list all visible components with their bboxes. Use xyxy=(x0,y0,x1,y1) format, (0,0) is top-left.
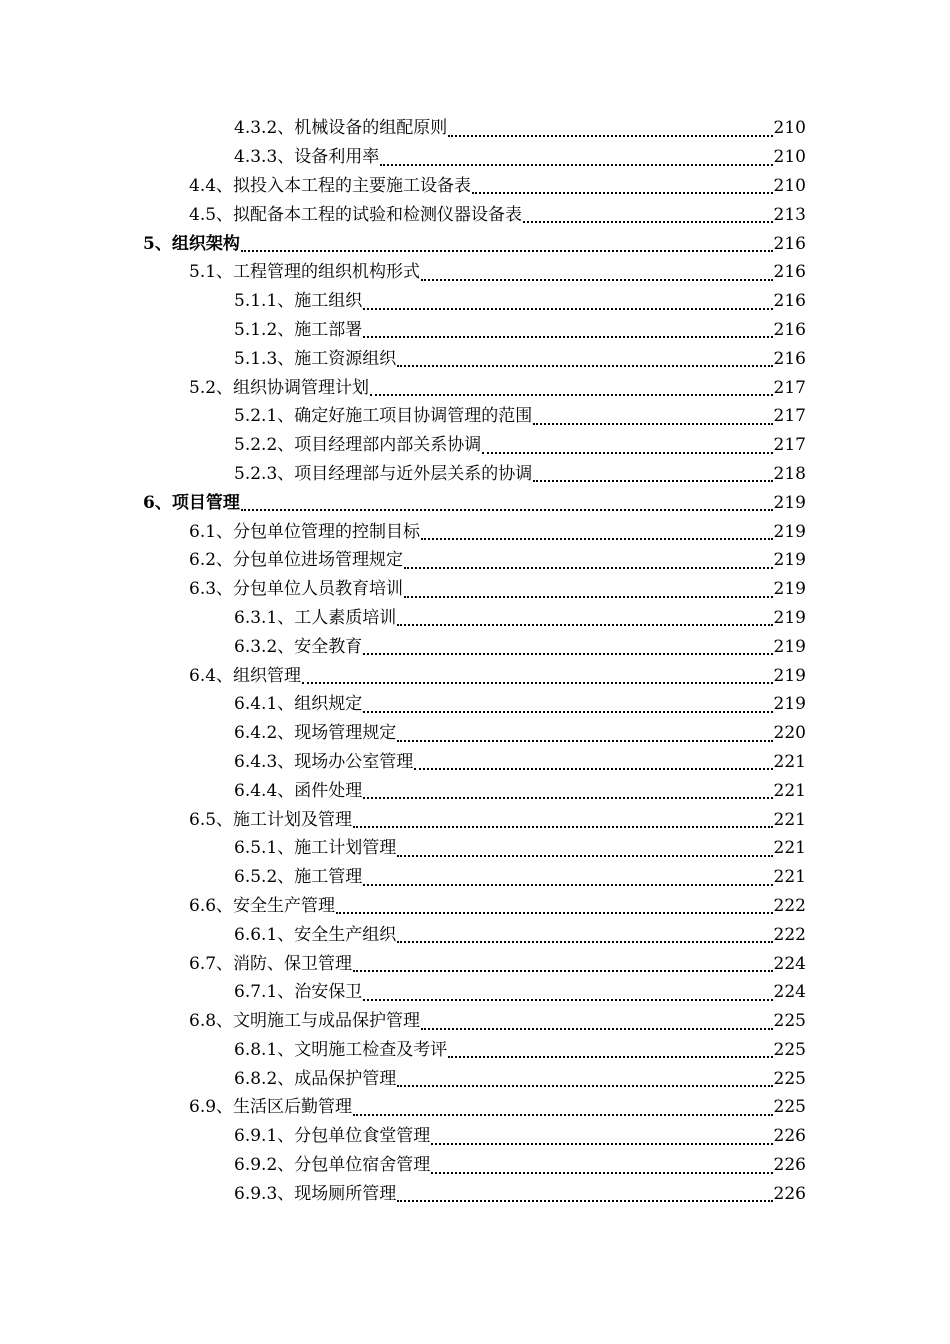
toc-entry-title: 6.4.2、现场管理规定 xyxy=(234,723,397,744)
toc-entry-page-number: 218 xyxy=(773,463,806,484)
toc-entry-title: 4.5、拟配备本工程的试验和检测仪器设备表 xyxy=(189,204,523,225)
toc-entry-page-number: 224 xyxy=(773,953,806,974)
toc-entry-title: 6.3、分包单位人员教育培训 xyxy=(189,579,404,600)
toc-entry[interactable] xyxy=(0,258,950,287)
toc-entry-page-number: 219 xyxy=(773,492,806,513)
toc-dot-leader xyxy=(523,220,773,223)
toc-entry-title: 5.1.1、施工组织 xyxy=(234,291,363,312)
toc-entry[interactable] xyxy=(0,1093,950,1122)
toc-entry-page-number: 219 xyxy=(773,636,806,657)
toc-dot-leader xyxy=(363,796,772,799)
toc-entry[interactable] xyxy=(0,661,950,690)
toc-entry[interactable] xyxy=(0,863,950,892)
toc-dot-leader xyxy=(363,307,772,310)
toc-entry[interactable] xyxy=(0,1007,950,1036)
toc-entry[interactable] xyxy=(0,287,950,316)
toc-entry-title: 6.1、分包单位管理的控制目标 xyxy=(189,521,421,542)
toc-entry-title: 5.1、工程管理的组织机构形式 xyxy=(189,262,421,283)
toc-dot-leader xyxy=(397,854,772,857)
toc-entry-title: 6.5、施工计划及管理 xyxy=(189,809,353,830)
toc-entry-page-number: 221 xyxy=(773,780,806,801)
toc-entry-title: 6.4.3、现场办公室管理 xyxy=(234,751,414,772)
toc-entry-page-number: 219 xyxy=(773,521,806,542)
toc-entry-page-number: 226 xyxy=(773,1126,806,1147)
toc-dot-leader xyxy=(397,1084,772,1087)
toc-entry-title: 5、组织架构 xyxy=(143,233,240,254)
toc-dot-leader xyxy=(448,134,772,137)
toc-dot-leader xyxy=(397,940,772,943)
toc-entry[interactable] xyxy=(0,143,950,172)
toc-dot-leader xyxy=(241,249,773,252)
table-of-contents xyxy=(0,114,950,1208)
toc-entry-page-number: 225 xyxy=(773,1039,806,1060)
toc-entry[interactable] xyxy=(0,229,950,258)
toc-entry-page-number: 219 xyxy=(773,694,806,715)
toc-entry[interactable] xyxy=(0,1036,950,1065)
toc-entry-title: 6.3.1、工人素质培训 xyxy=(234,607,397,628)
toc-entry-title: 5.2.1、确定好施工项目协调管理的范围 xyxy=(234,406,533,427)
toc-entry[interactable] xyxy=(0,632,950,661)
toc-entry[interactable] xyxy=(0,1122,950,1151)
toc-entry-page-number: 217 xyxy=(773,435,806,456)
toc-entry[interactable] xyxy=(0,431,950,460)
toc-dot-leader xyxy=(448,1055,772,1058)
toc-entry-title: 6.9、生活区后勤管理 xyxy=(189,1097,353,1118)
toc-entry-title: 6.2、分包单位进场管理规定 xyxy=(189,550,404,571)
toc-entry-title: 6.3.2、安全教育 xyxy=(234,636,363,657)
toc-dot-leader xyxy=(431,1142,772,1145)
toc-entry-page-number: 226 xyxy=(773,1183,806,1204)
toc-entry[interactable] xyxy=(0,748,950,777)
toc-entry-title: 6.4.1、组织规定 xyxy=(234,694,363,715)
toc-entry-title: 4.3.3、设备利用率 xyxy=(234,147,380,168)
toc-entry[interactable] xyxy=(0,719,950,748)
toc-entry[interactable] xyxy=(0,949,950,978)
toc-entry[interactable] xyxy=(0,1064,950,1093)
toc-dot-leader xyxy=(533,422,772,425)
toc-dot-leader xyxy=(421,278,773,281)
toc-entry-page-number: 220 xyxy=(773,723,806,744)
toc-entry[interactable] xyxy=(0,172,950,201)
toc-entry[interactable] xyxy=(0,200,950,229)
toc-entry-page-number: 221 xyxy=(773,867,806,888)
toc-entry-page-number: 216 xyxy=(773,233,806,254)
toc-dot-leader xyxy=(380,163,772,166)
toc-entry-title: 6.4.4、函件处理 xyxy=(234,780,363,801)
toc-dot-leader xyxy=(414,767,772,770)
toc-entry-title: 4.4、拟投入本工程的主要施工设备表 xyxy=(189,175,472,196)
toc-entry-title: 5.1.2、施工部署 xyxy=(234,319,363,340)
toc-entry-page-number: 210 xyxy=(773,147,806,168)
toc-entry-title: 6.8、文明施工与成品保护管理 xyxy=(189,1011,421,1032)
toc-dot-leader xyxy=(421,537,773,540)
toc-entry-page-number: 225 xyxy=(773,1097,806,1118)
toc-entry-title: 6.6.1、安全生产组织 xyxy=(234,924,397,945)
toc-entry-page-number: 216 xyxy=(773,348,806,369)
toc-entry[interactable] xyxy=(0,892,950,921)
toc-entry-page-number: 217 xyxy=(773,377,806,398)
toc-dot-leader xyxy=(482,451,772,454)
toc-entry[interactable] xyxy=(0,316,950,345)
toc-dot-leader xyxy=(363,883,772,886)
toc-dot-leader xyxy=(363,998,772,1001)
toc-dot-leader xyxy=(397,739,772,742)
toc-entry-page-number: 219 xyxy=(773,607,806,628)
toc-entry[interactable] xyxy=(0,546,950,575)
toc-entry[interactable] xyxy=(0,344,950,373)
toc-entry-title: 6.8.1、文明施工检查及考评 xyxy=(234,1039,448,1060)
toc-entry-page-number: 224 xyxy=(773,982,806,1003)
toc-entry-page-number: 225 xyxy=(773,1011,806,1032)
toc-dot-leader xyxy=(397,364,772,367)
toc-entry-title: 6.8.2、成品保护管理 xyxy=(234,1068,397,1089)
toc-entry-page-number: 213 xyxy=(773,204,806,225)
toc-entry-page-number: 221 xyxy=(773,809,806,830)
toc-entry-title: 6、项目管理 xyxy=(143,492,240,513)
toc-entry-page-number: 225 xyxy=(773,1068,806,1089)
toc-entry-page-number: 210 xyxy=(773,175,806,196)
toc-entry-title: 6.9.3、现场厕所管理 xyxy=(234,1183,397,1204)
toc-entry[interactable] xyxy=(0,402,950,431)
toc-entry[interactable] xyxy=(0,978,950,1007)
toc-entry-page-number: 210 xyxy=(773,118,806,139)
toc-dot-leader xyxy=(533,479,772,482)
toc-dot-leader xyxy=(404,595,773,598)
toc-entry-title: 6.7、消防、保卫管理 xyxy=(189,953,353,974)
toc-entry-page-number: 216 xyxy=(773,319,806,340)
toc-dot-leader xyxy=(370,393,773,396)
toc-entry[interactable] xyxy=(0,604,950,633)
toc-entry[interactable] xyxy=(0,1151,950,1180)
toc-entry[interactable] xyxy=(0,805,950,834)
toc-entry[interactable] xyxy=(0,834,950,863)
toc-dot-leader xyxy=(302,681,773,684)
toc-entry[interactable] xyxy=(0,776,950,805)
toc-entry[interactable] xyxy=(0,488,950,517)
toc-dot-leader xyxy=(353,969,773,972)
toc-entry-page-number: 216 xyxy=(773,262,806,283)
toc-dot-leader xyxy=(404,566,773,569)
toc-entry-page-number: 226 xyxy=(773,1155,806,1176)
toc-entry-title: 5.2、组织协调管理计划 xyxy=(189,377,370,398)
toc-dot-leader xyxy=(363,652,772,655)
toc-entry-title: 6.4、组织管理 xyxy=(189,665,302,686)
toc-entry-title: 5.2.3、项目经理部与近外层关系的协调 xyxy=(234,463,533,484)
toc-entry[interactable] xyxy=(0,517,950,546)
toc-entry[interactable] xyxy=(0,460,950,489)
toc-entry-page-number: 217 xyxy=(773,406,806,427)
toc-dot-leader xyxy=(336,911,773,914)
toc-dot-leader xyxy=(353,1113,773,1116)
toc-dot-leader xyxy=(397,1199,772,1202)
toc-entry-page-number: 219 xyxy=(773,665,806,686)
toc-entry-title: 6.6、安全生产管理 xyxy=(189,895,336,916)
toc-entry-title: 6.7.1、治安保卫 xyxy=(234,982,363,1003)
toc-entry-page-number: 221 xyxy=(773,751,806,772)
toc-dot-leader xyxy=(472,191,773,194)
toc-dot-leader xyxy=(353,825,773,828)
toc-entry[interactable] xyxy=(0,1179,950,1208)
toc-entry-page-number: 216 xyxy=(773,291,806,312)
toc-entry-page-number: 219 xyxy=(773,579,806,600)
toc-entry[interactable] xyxy=(0,373,950,402)
toc-entry-page-number: 219 xyxy=(773,550,806,571)
toc-dot-leader xyxy=(421,1027,773,1030)
toc-entry-page-number: 222 xyxy=(773,924,806,945)
toc-entry-title: 5.2.2、项目经理部内部关系协调 xyxy=(234,435,482,456)
toc-dot-leader xyxy=(431,1171,772,1174)
toc-entry[interactable] xyxy=(0,575,950,604)
toc-entry-title: 5.1.3、施工资源组织 xyxy=(234,348,397,369)
toc-dot-leader xyxy=(363,335,772,338)
toc-entry-title: 6.5.2、施工管理 xyxy=(234,867,363,888)
toc-entry[interactable] xyxy=(0,920,950,949)
toc-entry-page-number: 222 xyxy=(773,895,806,916)
toc-entry-title: 6.5.1、施工计划管理 xyxy=(234,838,397,859)
toc-dot-leader xyxy=(397,623,772,626)
toc-entry[interactable] xyxy=(0,114,950,143)
toc-entry-title: 6.9.1、分包单位食堂管理 xyxy=(234,1126,431,1147)
toc-entry[interactable] xyxy=(0,690,950,719)
toc-entry-page-number: 221 xyxy=(773,838,806,859)
toc-entry-title: 4.3.2、机械设备的组配原则 xyxy=(234,118,448,139)
toc-dot-leader xyxy=(241,508,773,511)
toc-entry-title: 6.9.2、分包单位宿舍管理 xyxy=(234,1155,431,1176)
toc-dot-leader xyxy=(363,710,772,713)
